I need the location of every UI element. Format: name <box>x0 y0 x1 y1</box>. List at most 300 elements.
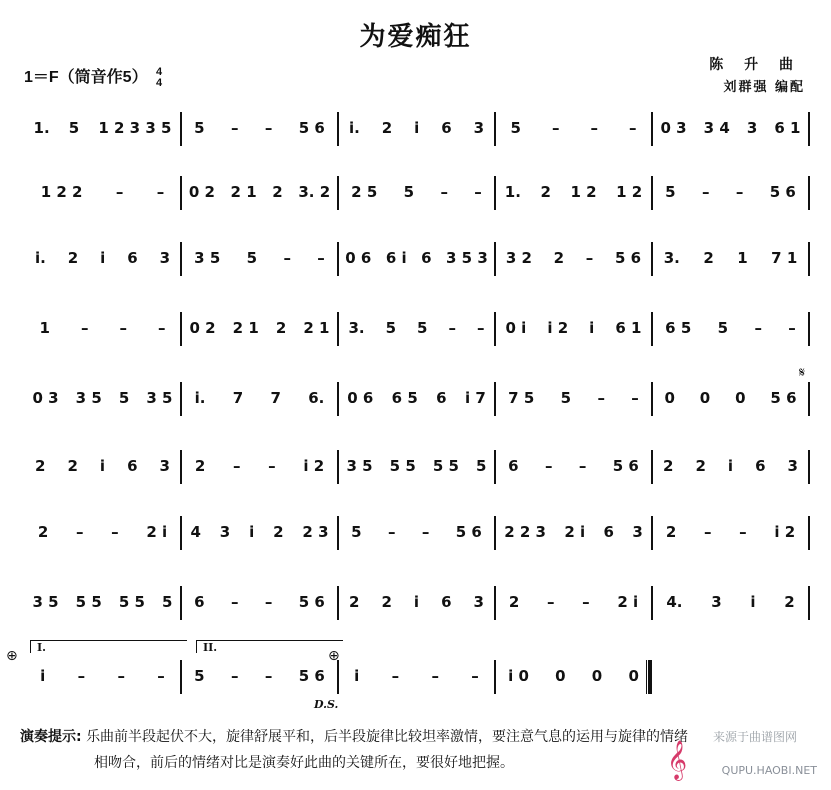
note-group: 2 1 <box>230 183 257 201</box>
note-group: i <box>40 667 46 685</box>
note-group: 5 <box>475 457 487 475</box>
note-group: 0 2 <box>188 183 215 201</box>
measure <box>652 108 809 148</box>
note-group: 0 6 <box>345 249 372 267</box>
note-group: 3. <box>348 319 365 337</box>
volta-second-label: II. <box>203 641 218 654</box>
note-group: 7 5 <box>508 389 535 407</box>
note-group: 2 <box>275 319 287 337</box>
note-group: 2 <box>665 523 677 541</box>
note-group: – <box>739 523 747 541</box>
note-group: 1. <box>33 119 50 137</box>
note-group: – <box>264 667 273 685</box>
note-group: – <box>448 319 456 337</box>
note-group: 6 <box>603 523 614 541</box>
measure-notes <box>338 456 495 476</box>
note-group: – <box>788 319 796 337</box>
note-group: 2 <box>695 457 706 475</box>
note-group: 2 <box>540 183 551 201</box>
note-group: i <box>750 593 756 611</box>
note-group: 5 <box>68 119 80 137</box>
final-barline <box>646 660 652 694</box>
note-group: 3 5 3 <box>446 249 488 267</box>
key-label: 1＝F（筒音作5） <box>24 69 148 86</box>
note-group: 0 3 <box>32 389 59 407</box>
song-title: 为爱痴狂 <box>359 22 472 52</box>
note-group: i 2 <box>774 523 796 541</box>
measure-notes <box>495 522 652 542</box>
note-group: 1 2 <box>570 183 597 201</box>
note-group: 2 <box>381 593 392 611</box>
measure-notes <box>24 118 181 138</box>
measure <box>181 582 338 622</box>
note-group: 5 6 <box>769 183 796 201</box>
measure <box>495 172 652 212</box>
note-group: 0 6 <box>347 389 374 407</box>
note-group: – <box>582 593 590 611</box>
note-group: 2 3 <box>302 523 329 541</box>
note-group: i <box>413 593 420 611</box>
measure-notes <box>181 456 338 476</box>
note-group: 5 5 <box>118 593 145 611</box>
note-group: – <box>283 249 291 267</box>
measure-notes <box>338 592 495 612</box>
measure <box>24 172 181 212</box>
note-group: – <box>230 593 239 611</box>
note-group: 3 <box>711 593 722 611</box>
note-group: 0 <box>591 667 603 685</box>
note-group: 0 <box>664 389 675 407</box>
note-group: 2 <box>381 119 393 137</box>
note-group: 5 5 <box>432 457 459 475</box>
note-group: 2 2 3 <box>504 523 546 541</box>
note-group: – <box>597 389 605 407</box>
note-group: i 2 <box>303 457 325 475</box>
note-group: 2 5 <box>351 183 378 201</box>
stave-row-1 <box>24 108 809 148</box>
note-group: 6. <box>308 389 325 407</box>
stave-row-4 <box>24 308 809 348</box>
note-group: 3. 2 <box>298 183 331 201</box>
barline <box>808 176 810 210</box>
note-group: – <box>474 183 482 201</box>
measure-notes <box>181 388 338 408</box>
stave-row-3 <box>24 238 809 278</box>
note-group: 5 6 <box>612 457 639 475</box>
stave-row-7 <box>24 512 809 552</box>
note-group: 1 <box>39 319 50 337</box>
measure <box>652 172 809 212</box>
measure <box>181 656 338 696</box>
performance-note-line2: 相吻合，前后的情绪对比是演奏好此曲的关键所在，要很好地把握。 <box>94 755 514 771</box>
measure-notes <box>338 522 495 542</box>
note-group: 6 <box>508 457 519 475</box>
note-group: 5 <box>510 119 521 137</box>
measure-notes <box>24 456 181 476</box>
note-group: 5 <box>194 119 205 137</box>
note-group: 2 i <box>617 593 639 611</box>
note-group: – <box>735 183 744 201</box>
note-group: 3 5 <box>194 249 221 267</box>
note-group: 2 <box>272 183 283 201</box>
measure <box>24 656 181 696</box>
note-group: 3 4 <box>703 119 730 137</box>
note-group: 7 1 <box>771 249 798 267</box>
note-group: 2 i <box>564 523 586 541</box>
note-group: 5 <box>385 319 397 337</box>
measure-notes <box>338 248 495 268</box>
measure <box>338 378 495 418</box>
measure <box>495 656 652 696</box>
measure-notes <box>181 248 338 268</box>
note-group: 2 <box>37 523 49 541</box>
barline <box>808 586 810 620</box>
note-group: i 2 <box>547 319 569 337</box>
note-group: 5 5 <box>75 593 102 611</box>
measure <box>181 446 338 486</box>
note-group: 2 <box>663 457 674 475</box>
note-group: – <box>268 457 276 475</box>
measure <box>181 512 338 552</box>
note-group: 6 1 <box>615 319 642 337</box>
measure <box>181 378 338 418</box>
note-group: i 7 <box>464 389 486 407</box>
note-group: 0 i <box>505 319 527 337</box>
note-group: – <box>551 119 560 137</box>
ds-mark: D.S. <box>314 698 339 711</box>
note-group: – <box>230 119 239 137</box>
note-group: – <box>476 319 485 337</box>
measure <box>24 378 181 418</box>
measure-notes <box>24 248 181 268</box>
note-group: – <box>75 523 84 541</box>
note-group: 6 1 <box>774 119 801 137</box>
note-group: – <box>631 389 639 407</box>
note-group: 3 <box>473 593 484 611</box>
note-group: i <box>99 457 106 475</box>
performance-note-label: 演奏提示: <box>20 729 82 745</box>
note-group: 2 <box>508 593 520 611</box>
note-group: 2 1 <box>232 319 259 337</box>
measure-notes <box>495 118 652 138</box>
measure <box>338 656 495 696</box>
note-group: – <box>117 667 125 685</box>
note-group: i <box>727 457 734 475</box>
measure <box>24 308 181 348</box>
measure-notes <box>652 248 809 268</box>
note-group: 5 <box>403 183 415 201</box>
note-group: 3 <box>632 523 643 541</box>
barline <box>808 312 810 346</box>
note-group: i <box>100 249 106 267</box>
measure <box>181 308 338 348</box>
measure <box>338 172 495 212</box>
note-group: – <box>157 667 165 685</box>
note-group: 6 <box>441 593 452 611</box>
note-group: – <box>387 523 396 541</box>
note-group: – <box>754 319 762 337</box>
note-group: 3 <box>159 249 171 267</box>
measure-notes <box>338 318 495 338</box>
note-group: 7 <box>270 389 281 407</box>
note-group: 5 <box>417 319 428 337</box>
note-group: 6 5 <box>665 319 692 337</box>
measure-notes <box>652 318 809 338</box>
note-group: i. <box>34 249 46 267</box>
note-group: i <box>354 667 360 685</box>
measure <box>338 238 495 278</box>
segno-sign: 𝄋 <box>798 365 805 381</box>
note-group: 4. <box>666 593 683 611</box>
note-group: 2 1 <box>303 319 330 337</box>
note-group: – <box>232 457 241 475</box>
note-group: 0 <box>555 667 566 685</box>
measure <box>24 582 181 622</box>
measure-notes <box>495 592 652 612</box>
note-group: 3 5 <box>75 389 102 407</box>
watermark-line2: QUPU.HAOBI.NET <box>721 764 817 777</box>
note-group: 6 <box>421 249 432 267</box>
measure <box>652 308 809 348</box>
note-group: 2 <box>703 249 714 267</box>
note-group: 2 <box>194 457 206 475</box>
note-group: – <box>440 183 448 201</box>
note-group: 3 2 <box>505 249 532 267</box>
note-group: 2 <box>273 523 284 541</box>
note-group: – <box>703 523 712 541</box>
volta-first <box>30 640 187 653</box>
note-group: – <box>80 319 89 337</box>
note-group: i <box>414 119 420 137</box>
measure <box>495 512 652 552</box>
measure <box>338 582 495 622</box>
note-group: – <box>391 667 400 685</box>
key-signature <box>24 64 162 89</box>
measure <box>24 446 181 486</box>
measure <box>338 512 495 552</box>
measure <box>495 582 652 622</box>
note-group: i. <box>348 119 360 137</box>
measure-notes <box>181 318 338 338</box>
measure <box>181 172 338 212</box>
note-group: 6 i <box>385 249 407 267</box>
measure <box>495 308 652 348</box>
measure-notes <box>24 522 181 542</box>
note-group: i 0 <box>508 667 529 685</box>
note-group: – <box>701 183 710 201</box>
note-group: i <box>589 319 595 337</box>
measure-notes <box>495 318 652 338</box>
note-group: 5 <box>560 389 572 407</box>
measure-notes <box>24 318 181 338</box>
measure-notes <box>181 118 338 138</box>
note-group: 5 6 <box>298 593 325 611</box>
measure-notes <box>24 388 181 408</box>
measure-notes <box>181 592 338 612</box>
note-group: – <box>230 667 239 685</box>
note-group: 3 5 <box>146 389 173 407</box>
measure <box>495 238 652 278</box>
measure-notes <box>338 666 495 686</box>
barline <box>808 450 810 484</box>
measure <box>495 108 652 148</box>
note-group: 2 <box>35 457 46 475</box>
measure-notes <box>652 182 809 202</box>
measure <box>24 512 181 552</box>
note-group: – <box>585 249 594 267</box>
note-group: 5 <box>161 593 173 611</box>
note-group: 5 6 <box>455 523 482 541</box>
measure-notes <box>181 522 338 542</box>
performance-note-line1: 乐曲前半段起伏不大，旋律舒展平和，后半段旋律比较坦率激情，要注意气息的运用与旋律的情绪 <box>86 729 689 745</box>
measure-notes <box>495 248 652 268</box>
measure-notes <box>338 388 495 408</box>
stave-row-2 <box>24 172 809 212</box>
note-group: 6 <box>436 389 447 407</box>
note-group: 1 2 <box>616 183 643 201</box>
stave-row-5 <box>24 378 809 418</box>
note-group: i. <box>194 389 206 407</box>
time-signature <box>156 67 162 89</box>
note-group: – <box>157 319 166 337</box>
note-group: 2 <box>553 249 565 267</box>
note-group: 5 6 <box>615 249 642 267</box>
note-group: 3 <box>787 457 798 475</box>
watermark-line1: 来源于曲谱图网 <box>712 730 797 744</box>
measure-notes <box>652 118 809 138</box>
note-group: 3 5 <box>32 593 59 611</box>
note-group: 1 2 3 3 5 <box>98 119 172 137</box>
note-group: 5 6 <box>770 389 797 407</box>
note-group: – <box>119 319 127 337</box>
note-group: 6 5 <box>391 389 418 407</box>
note-group: – <box>546 593 555 611</box>
barline <box>808 516 810 550</box>
barline <box>808 382 810 416</box>
note-group: – <box>590 119 598 137</box>
note-group: – <box>317 249 325 267</box>
note-group: 3 <box>219 523 231 541</box>
note-group: 5 <box>194 667 205 685</box>
stave-row-6 <box>24 446 809 486</box>
note-group: – <box>115 183 124 201</box>
note-group: 5 5 <box>389 457 416 475</box>
measure-notes <box>652 592 809 612</box>
note-group: – <box>578 457 587 475</box>
note-group: 3 <box>473 119 485 137</box>
note-group: – <box>77 667 86 685</box>
barline <box>808 242 810 276</box>
measure <box>652 512 809 552</box>
note-group: 3 <box>159 457 170 475</box>
note-group: 6 <box>755 457 766 475</box>
note-group: 7 <box>232 389 244 407</box>
stave-row-9 <box>24 656 809 696</box>
measure-notes <box>24 182 181 202</box>
note-group: – <box>156 183 165 201</box>
note-group: 2 i <box>146 523 168 541</box>
note-group: 2 <box>67 457 78 475</box>
stave-row-8 <box>24 582 809 622</box>
note-group: – <box>544 457 553 475</box>
note-group: – <box>421 523 430 541</box>
treble-clef-icon: 𝄞 <box>667 740 688 780</box>
measure-notes <box>495 456 652 476</box>
measure <box>652 582 809 622</box>
measure-notes <box>652 522 809 542</box>
measure <box>24 238 181 278</box>
note-group: 6 <box>194 593 205 611</box>
note-group: 6 <box>441 119 452 137</box>
measure <box>24 108 181 148</box>
note-group: 1. <box>504 183 521 201</box>
measure <box>652 378 809 418</box>
measure <box>338 446 495 486</box>
note-group: 6 <box>127 249 138 267</box>
note-group: 2 <box>784 593 795 611</box>
note-group: 5 6 <box>298 667 325 685</box>
measure <box>338 308 495 348</box>
measure-notes <box>181 666 338 686</box>
note-group: 5 <box>246 249 258 267</box>
note-group: – <box>431 667 439 685</box>
note-group: 5 <box>351 523 362 541</box>
measure-notes <box>24 592 181 612</box>
measure-notes <box>652 456 809 476</box>
measure <box>181 108 338 148</box>
coda-sign-start: ⊕ <box>6 648 18 664</box>
note-group: 2 <box>349 593 360 611</box>
measure-notes <box>495 666 652 686</box>
arranger-credit: 刘群强 编配 <box>723 80 805 95</box>
note-group: – <box>628 119 637 137</box>
note-group: 1 <box>737 249 748 267</box>
note-group: – <box>111 523 119 541</box>
measure <box>338 108 495 148</box>
note-group: 3 5 <box>346 457 373 475</box>
note-group: – <box>471 667 479 685</box>
note-group: 2 <box>67 249 79 267</box>
note-group: 4 <box>190 523 201 541</box>
note-group: 5 <box>118 389 130 407</box>
measure <box>652 238 809 278</box>
time-top: 4 <box>156 65 163 78</box>
composer-credit: 陈 升 曲 <box>709 57 801 73</box>
measure <box>495 378 652 418</box>
note-group: 3 <box>746 119 758 137</box>
note-group: 5 <box>717 319 729 337</box>
note-group: – <box>264 119 273 137</box>
note-group: 5 <box>665 183 676 201</box>
note-group: – <box>264 593 273 611</box>
note-group: 0 <box>735 389 746 407</box>
note-group: 5 6 <box>298 119 325 137</box>
measure-notes <box>652 388 809 408</box>
measure-notes <box>338 182 495 202</box>
note-group: 6 <box>127 457 138 475</box>
note-group: 0 3 <box>660 119 687 137</box>
volta-second <box>196 640 343 653</box>
measure-notes <box>24 666 181 686</box>
note-group: 3. <box>663 249 680 267</box>
measure <box>652 446 809 486</box>
note-group: i <box>249 523 255 541</box>
volta-first-label: I. <box>37 641 46 654</box>
barline <box>808 112 810 146</box>
measure <box>181 238 338 278</box>
measure-notes <box>495 182 652 202</box>
measure <box>495 446 652 486</box>
